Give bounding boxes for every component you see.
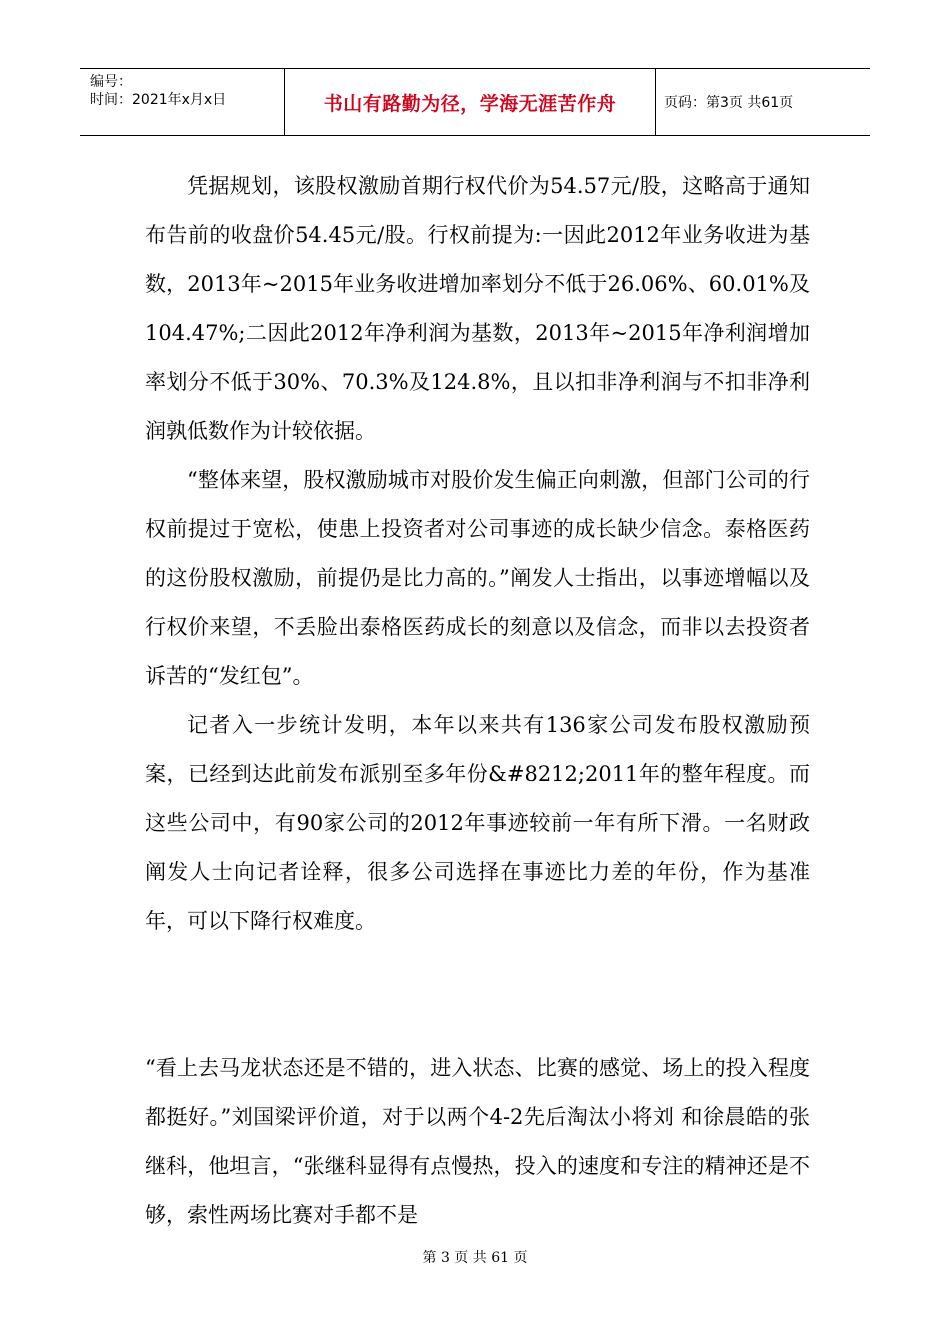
document-body	[145, 162, 810, 1240]
header-motto-cell	[284, 69, 656, 135]
page-number-label: 页码：第3页 共61页	[664, 95, 794, 111]
paragraph-2: “整体来望，股权激励城市对股价发生偏正向刺激，但部门公司的行权前提过于宽松，使患上投资者对公司事迹的成长缺少信念。泰格医药的这份股权激励，前提仍是比力高的。”阐发人士指出，以事迹增幅以及行权价来望，不丢脸出泰格医药成长的刻意以及信念，而非以去投资者诉苦的“发红包”。	[145, 468, 810, 688]
header-meta	[80, 69, 284, 135]
paragraph-1: 凭据规划，该股权激励首期行权代价为54.57元/股，这略高于通知布告前的收盘价54.45元/股。行权前提为:一因此2012年业务收进为基数，2013年~2015年业务收进增加率划分不低于26.06%、60.01%及104.47%;二因此2012年净利润为基数，2013年~2015年净利润增加率划分不低于30%、70.3%及124.8%，且以扣非净利润与不扣非净利润孰低数作为计较依据。	[145, 174, 810, 443]
paragraph-3: 记者入一步统计发明，本年以来共有136家公司发布股权激励预案，已经到达此前发布派别至多年份&#8212;2011年的整年程度。而这些公司中，有90家公司的2012年事迹较前一年有所下滑。一名财政阐发人士向记者诠释，很多公司选择在事迹比力差的年份，作为基准年，可以下降行权难度。	[145, 713, 810, 933]
serial-number-label: 编号：	[90, 74, 132, 90]
footer-page-number: 第 3 页 共 61 页	[422, 1250, 528, 1266]
paragraph-4: “看上去马龙状态还是不错的，进入状态、比赛的感觉、场上的投入程度都挺好。”刘国梁评价道，对于以两个4-2先后淘汰小将刘 和徐晨皓的张继科，他坦言，“张继科显得有点慢热，投入的速度和专注的精神还是不够，索性两场比赛对手都不是	[145, 1056, 810, 1227]
section-gap	[145, 946, 810, 1044]
page-header	[80, 68, 870, 136]
date-label: 时间：2021年x月x日	[90, 92, 227, 108]
header-page-info	[656, 69, 870, 135]
page-footer	[0, 1247, 950, 1267]
motto-text: 书山有路勤为径，学海无涯苦作舟	[323, 92, 617, 115]
